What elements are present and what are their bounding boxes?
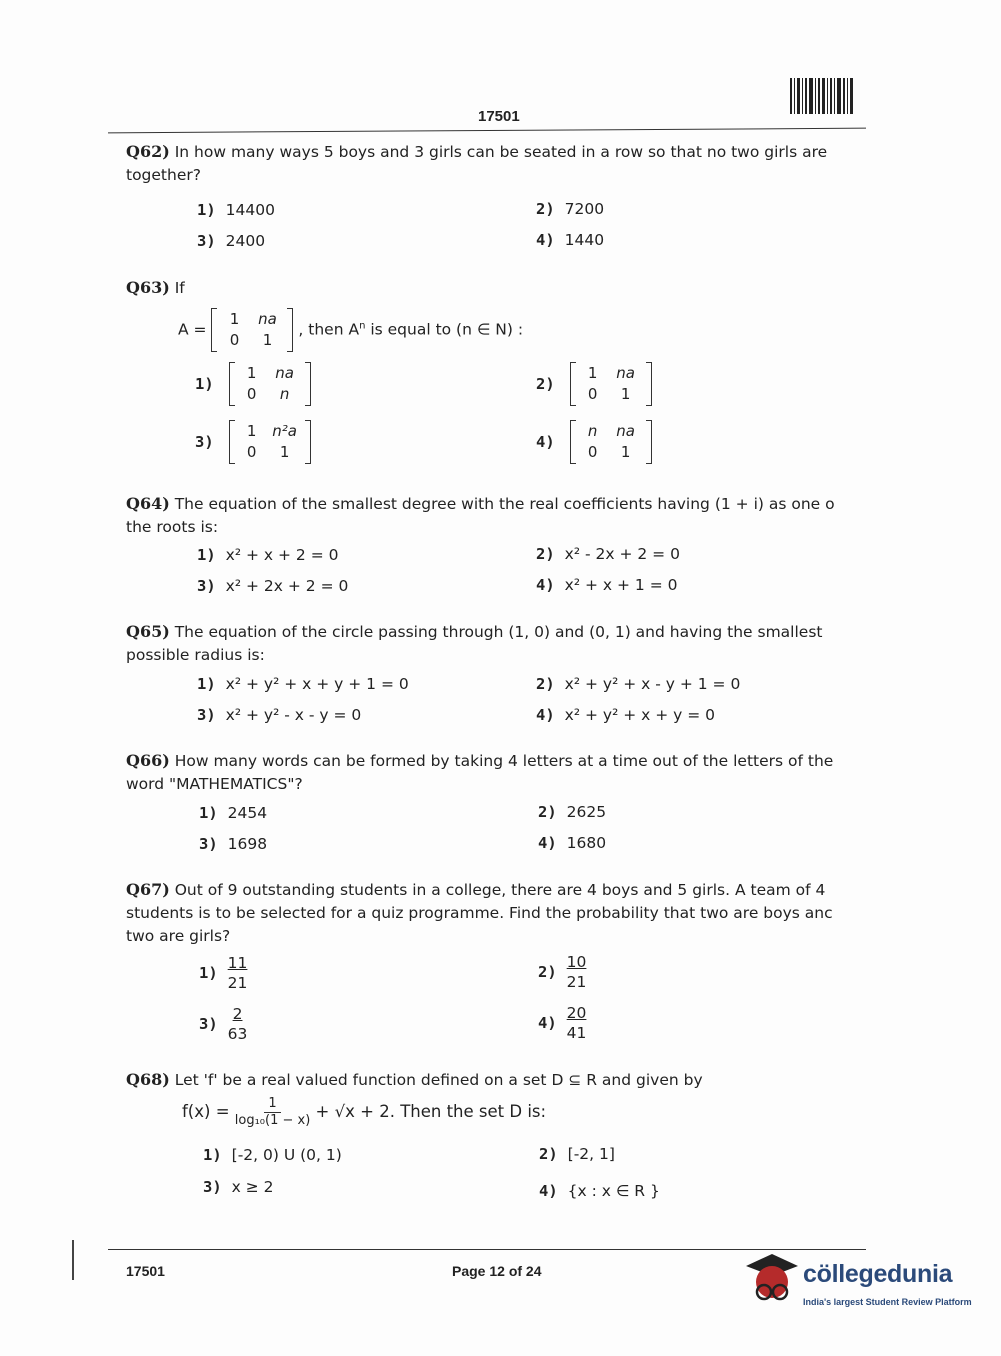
question-64 <box>126 492 871 539</box>
question-text: The equation of the circle passing through (1, 0) and (0, 1) and having the smallest <box>174 623 823 641</box>
q63-option-4[interactable]: 4) n na 0 1 <box>536 420 652 464</box>
question-number: Q63) <box>126 278 170 297</box>
q62-option-2[interactable]: 2) 7200 <box>536 200 605 218</box>
q63-option-1[interactable]: 1) 1 na 0 n <box>195 362 311 406</box>
q68-option-3[interactable]: 3) x ≥ 2 <box>203 1178 274 1196</box>
q65-option-4[interactable]: 4) x² + y² + x + y = 0 <box>536 706 716 724</box>
q66-option-1[interactable]: 1) 2454 <box>199 804 268 822</box>
question-text: In how many ways 5 boys and 3 girls can be seated in a row so that no two girls are <box>174 143 828 161</box>
q66-option-4[interactable]: 4) 1680 <box>538 834 607 852</box>
question-text-cont: students is to be selected for a quiz programme. Find the probability that two are boys anс <box>126 904 833 922</box>
question-number: Q67) <box>126 880 170 899</box>
q68-option-2[interactable]: 2) [-2, 1] <box>539 1145 615 1163</box>
question-text: The equation of the smallest degree with the real coefficients having (1 + i) as one o <box>174 495 835 513</box>
q65-option-2[interactable]: 2) x² + y² + x - y + 1 = 0 <box>536 675 741 693</box>
header-paper-code: 17501 <box>478 108 520 125</box>
q67-option-4[interactable]: 4) $\frac{20}{41}$ <box>538 1004 587 1042</box>
q68-function: f(x) = $\frac{1}{\text{log₁₀(1 − x)}}$ + √x + 2. Then the set D is: <box>182 1096 547 1128</box>
question-text-cont: possible radius is: <box>126 646 265 664</box>
q64-option-4[interactable]: 4) x² + x + 1 = 0 <box>536 576 678 594</box>
margin-mark <box>72 1240 74 1280</box>
question-number: Q62) <box>126 142 170 161</box>
q68-option-4[interactable]: 4) {x : x ∈ R } <box>539 1182 660 1200</box>
question-number: Q64) <box>126 494 170 513</box>
brand-logo[interactable]: cöllegedunia <box>803 1260 953 1288</box>
q67-option-2[interactable]: 2) $\frac{10}{21}$ <box>538 953 587 991</box>
footer-divider <box>108 1249 866 1250</box>
q62-option-1[interactable]: 1) 14400 <box>197 201 275 219</box>
q66-option-2[interactable]: 2) 2625 <box>538 803 607 821</box>
brand-tagline: India's largest Student Review Platform <box>803 1297 972 1307</box>
q63-option-3[interactable]: 3) 1 n²a 0 1 <box>195 420 311 464</box>
q64-option-2[interactable]: 2) x² - 2x + 2 = 0 <box>536 545 680 563</box>
question-text: How many words can be formed by taking 4 letters at a time out of the letters of the <box>174 752 834 770</box>
question-63 <box>126 276 871 300</box>
barcode <box>790 78 862 114</box>
question-number: Q65) <box>126 622 170 641</box>
footer-paper-code: 17501 <box>126 1263 165 1279</box>
header-divider <box>108 128 866 134</box>
question-text-cont: the roots is: <box>126 518 219 536</box>
question-text-cont: word "MATHEMATICS"? <box>126 775 303 793</box>
question-number: Q66) <box>126 751 170 770</box>
q64-option-1[interactable]: 1) x² + x + 2 = 0 <box>197 546 339 564</box>
question-67 <box>126 878 871 948</box>
q68-option-1[interactable]: 1) [-2, 0) U (0, 1) <box>203 1146 342 1164</box>
q62-option-4[interactable]: 4) 1440 <box>536 231 605 249</box>
page-number: Page 12 of 24 <box>452 1263 542 1279</box>
question-text-cont: two are girls? <box>126 927 231 945</box>
question-text: Out of 9 outstanding students in a college, there are 4 boys and 5 girls. A team of 4 <box>174 881 826 899</box>
question-text: Let 'f' be a real valued function defined on a set D ⊆ R and given by <box>174 1071 703 1089</box>
question-text-cont: together? <box>126 166 201 184</box>
mascot-icon <box>742 1252 802 1308</box>
question-number: Q68) <box>126 1070 170 1089</box>
q63-statement: A = 1 na 0 1 , then $A^n$ is equal to (n ∈ N) : <box>178 308 523 352</box>
question-62 <box>126 140 871 187</box>
q66-option-3[interactable]: 3) 1698 <box>199 835 268 853</box>
question-65 <box>126 620 871 667</box>
question-text: If <box>174 279 185 297</box>
q65-option-1[interactable]: 1) x² + y² + x + y + 1 = 0 <box>197 675 409 693</box>
q62-option-3[interactable]: 3) 2400 <box>197 232 266 250</box>
question-66 <box>126 749 871 796</box>
q67-option-1[interactable]: 1) $\frac{11}{21}$ <box>199 954 248 992</box>
q63-option-2[interactable]: 2) 1 na 0 1 <box>536 362 652 406</box>
q65-option-3[interactable]: 3) x² + y² - x - y = 0 <box>197 706 362 724</box>
q67-option-3[interactable]: 3) $\frac{2}{63}$ <box>199 1005 248 1043</box>
q64-option-3[interactable]: 3) x² + 2x + 2 = 0 <box>197 577 349 595</box>
matrix-A: 1 na 0 1 <box>211 308 293 352</box>
question-68 <box>126 1068 871 1092</box>
